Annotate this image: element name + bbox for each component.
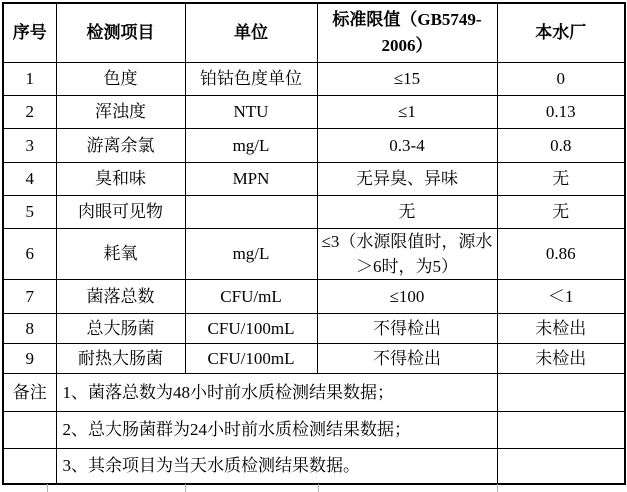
col-header-plant: 本水厂 — [497, 3, 625, 62]
cell-item: 菌落总数 — [56, 279, 185, 313]
cell-item: 游离余氯 — [56, 128, 185, 162]
cell-no: 4 — [3, 162, 56, 195]
cell-result: ＜1 — [497, 279, 625, 313]
cell-no: 2 — [3, 95, 56, 128]
table-row — [3, 228, 625, 279]
cell-limit: ≤15 — [317, 62, 497, 95]
cell-item: 肉眼可见物 — [56, 195, 185, 228]
cell-item: 总大肠菌 — [56, 313, 185, 343]
cutoff-gridline-stub — [185, 484, 186, 492]
cell-no: 5 — [3, 195, 56, 228]
notes-label-empty-cell — [3, 448, 56, 484]
cell-item: 臭和味 — [56, 162, 185, 195]
cell-item: 浑浊度 — [56, 95, 185, 128]
notes-empty-cell — [497, 411, 625, 448]
cell-unit: CFU/100mL — [185, 313, 317, 343]
cell-item: 耗氧 — [56, 228, 185, 279]
cell-result: 无 — [497, 162, 625, 195]
cell-unit — [185, 195, 317, 228]
cell-item: 色度 — [56, 62, 185, 95]
cell-limit: 无异臭、异味 — [317, 162, 497, 195]
water-quality-table — [2, 2, 626, 485]
cell-no: 6 — [3, 228, 56, 279]
cell-unit: CFU/100mL — [185, 343, 317, 373]
table-row — [3, 195, 625, 228]
header-row — [3, 3, 625, 62]
cell-no: 3 — [3, 128, 56, 162]
table-row — [3, 313, 625, 343]
cell-unit: 铂钴色度单位 — [185, 62, 317, 95]
cell-limit: 0.3-4 — [317, 128, 497, 162]
cell-limit: ≤3（水源限值时，源水＞6时，为5） — [317, 228, 497, 279]
table-row — [3, 343, 625, 373]
notes-label-empty-cell — [3, 411, 56, 448]
cell-unit: NTU — [185, 95, 317, 128]
cutoff-gridline-stub — [47, 484, 48, 492]
cell-no: 8 — [3, 313, 56, 343]
cell-unit: mg/L — [185, 228, 317, 279]
notes-row — [3, 448, 625, 484]
cell-item: 耐热大肠菌 — [56, 343, 185, 373]
cell-limit: ≤100 — [317, 279, 497, 313]
cutoff-gridline-stub — [318, 484, 319, 492]
note-text-cell: 3、其余项目为当天水质检测结果数据。 — [56, 448, 497, 484]
table-row — [3, 62, 625, 95]
cell-result: 未检出 — [497, 313, 625, 343]
note-text-cell: 2、总大肠菌群为24小时前水质检测结果数据； — [56, 411, 497, 448]
cell-result: 0.8 — [497, 128, 625, 162]
cell-result: 0.13 — [497, 95, 625, 128]
cell-result: 未检出 — [497, 343, 625, 373]
notes-empty-cell — [497, 448, 625, 484]
cell-no: 1 — [3, 62, 56, 95]
col-header-limit: 标准限值（GB5749-2006） — [317, 3, 497, 62]
note-text-cell: 1、菌落总数为48小时前水质检测结果数据； — [56, 373, 497, 411]
cell-limit: 不得检出 — [317, 313, 497, 343]
cell-unit: mg/L — [185, 128, 317, 162]
table-row — [3, 162, 625, 195]
table-row — [3, 279, 625, 313]
col-header-item: 检测项目 — [56, 3, 185, 62]
cell-result: 0 — [497, 62, 625, 95]
cell-no: 7 — [3, 279, 56, 313]
col-header-unit: 单位 — [185, 3, 317, 62]
notes-row — [3, 373, 625, 411]
cell-limit: 无 — [317, 195, 497, 228]
cutoff-gridline-stub — [497, 484, 498, 492]
notes-label-cell: 备注 — [3, 373, 56, 411]
notes-row — [3, 411, 625, 448]
table-row — [3, 128, 625, 162]
table-row — [3, 95, 625, 128]
cell-limit: ≤1 — [317, 95, 497, 128]
notes-empty-cell — [497, 373, 625, 411]
cell-unit: CFU/mL — [185, 279, 317, 313]
cell-no: 9 — [3, 343, 56, 373]
cell-result: 0.86 — [497, 228, 625, 279]
cell-unit: MPN — [185, 162, 317, 195]
cell-limit: 不得检出 — [317, 343, 497, 373]
col-header-no: 序号 — [3, 3, 56, 62]
cell-result: 无 — [497, 195, 625, 228]
